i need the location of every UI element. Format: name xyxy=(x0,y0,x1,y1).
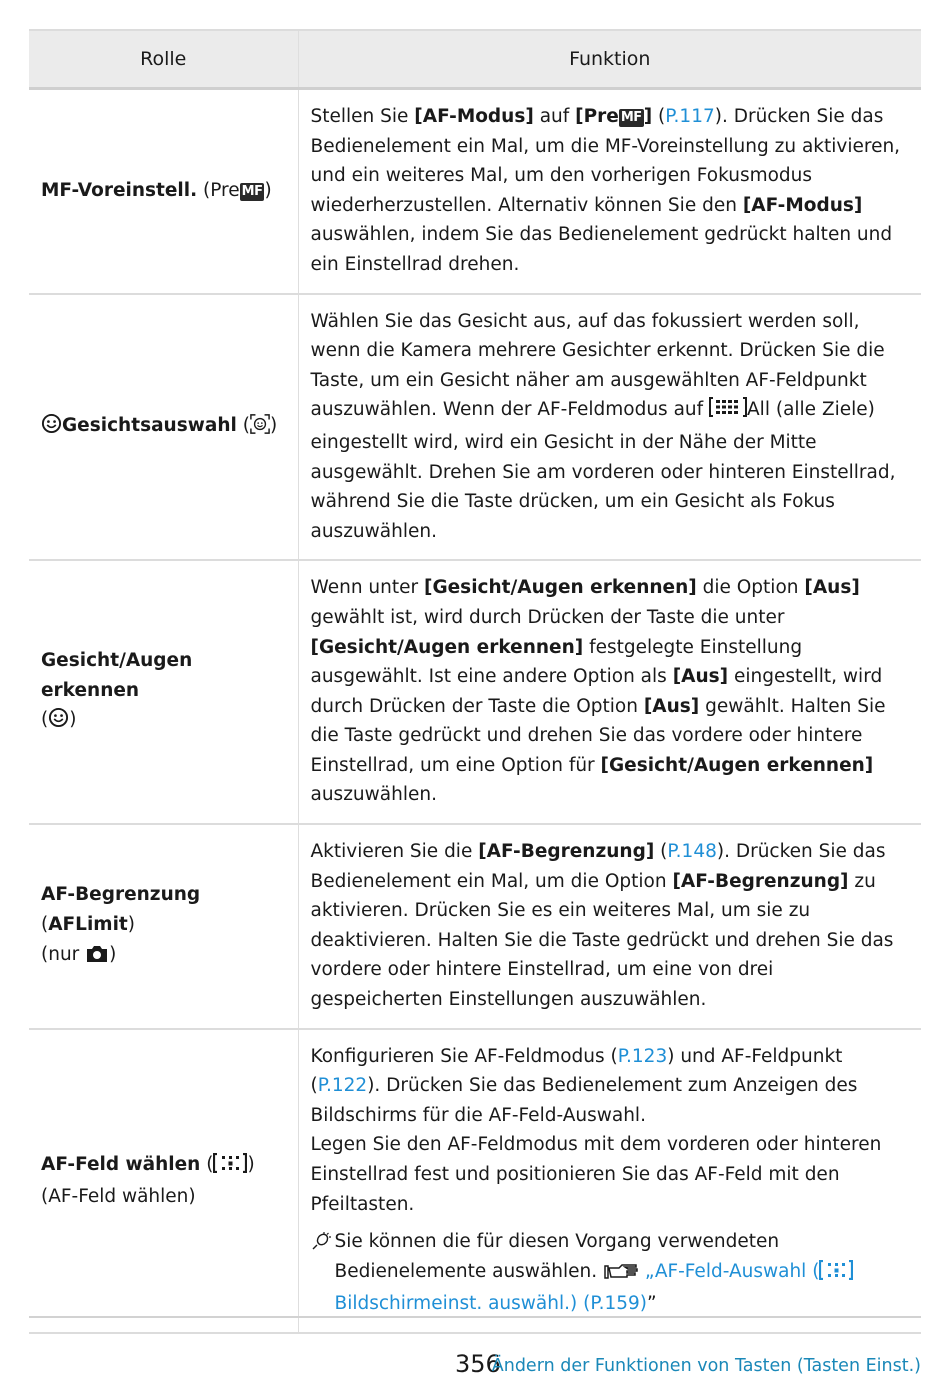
paragraph: Legen Sie den AF-Feldmodus mit dem vorderen oder hinteren Einstellrad fest und positionieren Sie das AF-Feld mit den Pfeiltasten. xyxy=(310,1134,882,1215)
paragraph: Konfigurieren Sie AF-Feldmodus (P.123) und AF-Feldpunkt (P.122). Drücken Sie das Bedienelement zum Anzeigen des Bildschirms für die AF-Feld-Auswahl. xyxy=(310,1045,858,1126)
table-row xyxy=(29,824,921,1029)
role-cell: Gesichtsauswahl ( ) xyxy=(29,294,298,561)
column-header-function: Funktion xyxy=(298,30,921,89)
role-cell: Gesicht/Augen erkennen ( ) xyxy=(29,560,298,824)
hint-icon xyxy=(311,1227,335,1319)
function-cell: Wenn unter [Gesicht/Augen erkennen] die Option [Aus] gewählt ist, wird durch Drücken der Taste die unter [Gesicht/Augen erkennen] festgelegte Einstellung ausgewählt. Ist eine andere Option als [Aus] eingestellt, wird durch Drücken der Taste die Option [Aus] gewählt. Halten Sie die Taste gedrückt und drehen Sie das vordere oder hintere Einstellrad, um eine Option für [Gesicht/Augen erkennen] auszuwählen. xyxy=(298,560,921,824)
page-link[interactable]: P.123 xyxy=(617,1045,668,1067)
role-name: Gesichtsauswahl xyxy=(62,414,237,436)
role-name: MF-Voreinstell. xyxy=(41,180,198,202)
face-detect-icon xyxy=(250,414,270,444)
page-link[interactable]: P.148 xyxy=(667,841,717,863)
function-cell: Stellen Sie [AF-Modus] auf [Pre MF ] (P.117). Drücken Sie das Bedienelement ein Mal, um die MF-Voreinstellung zu aktivieren, und ein weiteres Mal, um den vorherigen Fokusmodus wiederherzustellen. Alternativ können Sie den [AF-Modus] auswählen, indem Sie das Bedienelement gedrückt halten und ein Einstellrad drehen. xyxy=(298,89,921,294)
mf-icon: MF xyxy=(620,110,642,125)
face-select-icon xyxy=(41,413,62,444)
role-cell: AF-Feld wählen ( ) (AF-Feld wählen) xyxy=(29,1029,298,1333)
mf-icon: MF xyxy=(241,184,263,200)
footer-divider xyxy=(29,1316,921,1318)
table-header-row xyxy=(29,30,921,89)
table-row xyxy=(29,560,921,824)
reference-hand-icon xyxy=(603,1260,639,1290)
face-detect-icon xyxy=(48,707,69,738)
table-row xyxy=(29,1029,921,1333)
all-targets-icon xyxy=(709,396,747,428)
role-name: Gesicht/Augen erkennen xyxy=(41,650,193,701)
page-link[interactable]: P.117 xyxy=(665,106,715,127)
af-area-icon xyxy=(213,1153,247,1183)
function-cell xyxy=(298,1029,921,1333)
role-name: AF-Begrenzung xyxy=(41,884,201,906)
role-cell: MF-Voreinstell. (Pre MF ) xyxy=(29,89,298,294)
role-cell: AF-Begrenzung (AFLimit) (nur ) xyxy=(29,824,298,1029)
camera-icon xyxy=(85,943,109,973)
column-header-role: Rolle xyxy=(29,30,298,89)
role-name: AF-Feld wählen xyxy=(41,1153,201,1175)
reference-link[interactable]: „AF-Feld-Auswahl (Bildschirmeinst. auswähl.) (P.159) xyxy=(335,1261,854,1315)
section-title-link[interactable]: Ändern der Funktionen von Tasten (Tasten Einst.) xyxy=(491,1356,921,1376)
function-cell: Aktivieren Sie die [AF-Begrenzung] (P.148). Drücken Sie das Bedienelement ein Mal, um die Option [AF-Begrenzung] zu aktivieren. Drücken Sie es ein weiteres Mal, um sie zu deaktivieren. Halten Sie die Taste gedrückt und drehen Sie das vordere oder hintere Einstellrad, um eine von drei gespeicherten Einstellungen auszuwählen. xyxy=(298,824,921,1029)
page-link[interactable]: P.122 xyxy=(317,1075,368,1097)
page-number: 356 xyxy=(455,1350,501,1378)
function-table xyxy=(29,29,921,1334)
hint-note: Sie können die für diesen Vorgang verwendeten Bedienelemente auswählen. „AF-Feld-Auswahl (Bildschirmeinst. auswähl.) (P.159)” xyxy=(311,1227,912,1319)
function-cell: Wählen Sie das Gesicht aus, auf das fokussiert werden soll, wenn die Kamera mehrere Gesichter erkennt. Drücken Sie die Taste, um ein Gesicht näher am ausgewählten AF-Feldpunkt auszuwählen. Wenn der AF-Feldmodus auf All (alle Ziele) eingestellt wird, wird ein Gesicht in der Nähe der Mitte ausgewählt. Drehen Sie am vorderen oder hinteren Einstellrad, während Sie die Taste drücken, um ein Gesicht als Fokus auszuwählen. xyxy=(298,294,921,561)
table-row xyxy=(29,294,921,561)
table-row xyxy=(29,89,921,294)
af-area-icon xyxy=(819,1260,853,1290)
